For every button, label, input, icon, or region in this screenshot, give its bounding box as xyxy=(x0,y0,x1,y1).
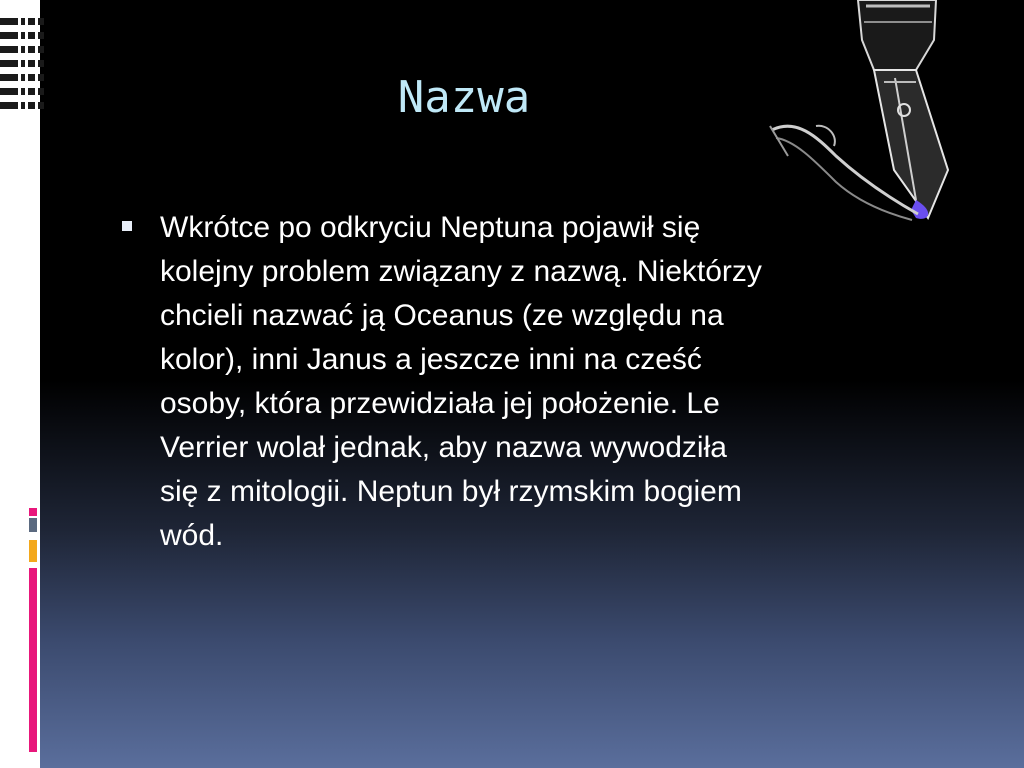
bullet-square-icon xyxy=(122,221,132,231)
accent-gray xyxy=(29,518,37,532)
accent-pink-long xyxy=(29,568,37,752)
fountain-pen-icon xyxy=(766,0,966,240)
accent-pink-small xyxy=(29,508,37,516)
list-item xyxy=(122,206,762,558)
accent-orange xyxy=(29,540,37,562)
slide-title: Nazwa xyxy=(397,72,531,123)
bullet-text: Wkrótce po odkryciu Neptuna pojawił się kolejny problem związany z nazwą. Niektórzy chcieli nazwać ją Oceanus (ze względu na kolor), inni Janus a jeszcze inni na cześć osoby, która przewidziała jej położenie. Le Verrier wolał jednak, aby nazwa wywodziła się z mitologii. Neptun był rzymskim bogiem wód. xyxy=(160,211,762,552)
bullet-list xyxy=(122,206,762,558)
